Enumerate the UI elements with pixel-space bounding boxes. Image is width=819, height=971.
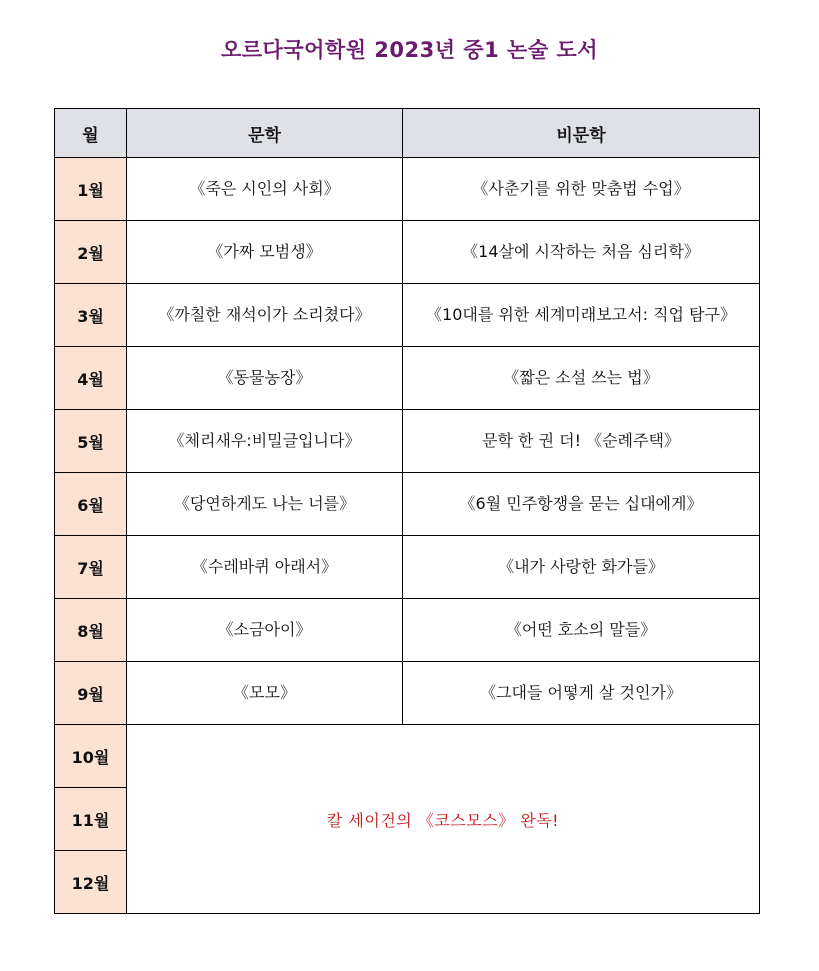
table-row [55,410,760,473]
literature-cell: 《소금아이》 [127,599,403,662]
literature-cell: 《수레바퀴 아래서》 [127,536,403,599]
table-row [55,473,760,536]
table-row [55,599,760,662]
nonliterature-cell: 《내가 사랑한 화가들》 [403,536,760,599]
nonliterature-cell: 《14살에 시작하는 처음 심리학》 [403,221,760,284]
literature-cell: 《당연하게도 나는 너를》 [127,473,403,536]
nonliterature-cell: 《어떤 호소의 말들》 [403,599,760,662]
header-literature: 문학 [127,109,403,158]
nonliterature-cell: 《사춘기를 위한 맞춤법 수업》 [403,158,760,221]
month-cell: 11월 [55,788,127,851]
nonliterature-cell: 《그대들 어떻게 살 것인가》 [403,662,760,725]
month-cell: 5월 [55,410,127,473]
month-cell: 1월 [55,158,127,221]
month-cell: 6월 [55,473,127,536]
table-row [55,536,760,599]
month-cell: 12월 [55,851,127,914]
page-title: 오르다국어학원 2023년 중1 논술 도서 [220,38,599,62]
literature-cell: 《까칠한 재석이가 소리쳤다》 [127,284,403,347]
literature-cell: 《가짜 모범생》 [127,221,403,284]
month-cell: 10월 [55,725,127,788]
table-row [55,347,760,410]
table-row [55,662,760,725]
table-row [55,221,760,284]
literature-cell: 《죽은 시인의 사회》 [127,158,403,221]
table-row [55,725,760,788]
literature-cell: 《체리새우:비밀글입니다》 [127,410,403,473]
reading-schedule-table [54,108,760,914]
table-row [55,158,760,221]
month-cell: 3월 [55,284,127,347]
header-month: 월 [55,109,127,158]
literature-cell: 《모모》 [127,662,403,725]
nonliterature-cell: 《10대를 위한 세계미래보고서: 직업 탐구》 [403,284,760,347]
month-cell: 4월 [55,347,127,410]
month-cell: 7월 [55,536,127,599]
table-row [55,284,760,347]
nonliterature-cell: 《6월 민주항쟁을 묻는 십대에게》 [403,473,760,536]
month-cell: 8월 [55,599,127,662]
nonliterature-cell: 《짧은 소설 쓰는 법》 [403,347,760,410]
header-row [55,109,760,158]
final-reading-cell: 칼 세이건의 《코스모스》 완독! [127,725,760,914]
literature-cell: 《동물농장》 [127,347,403,410]
month-cell: 9월 [55,662,127,725]
month-cell: 2월 [55,221,127,284]
nonliterature-cell: 문학 한 권 더! 《순례주택》 [403,410,760,473]
header-nonliterature: 비문학 [403,109,760,158]
